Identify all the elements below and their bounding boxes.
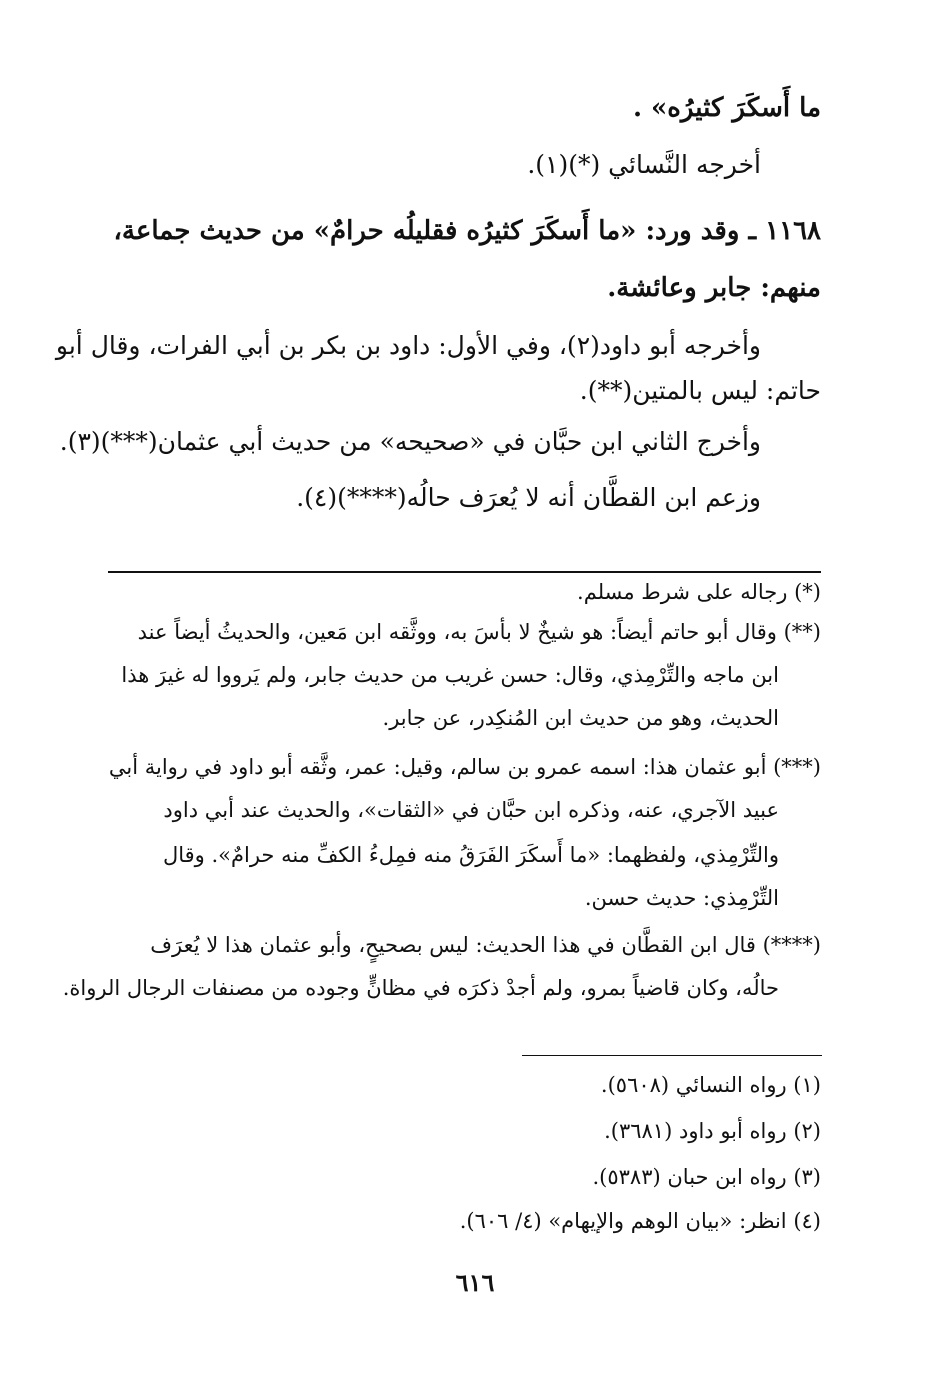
footnote: (٢) رواه أبو داود (٣٦٨١). <box>604 1119 821 1143</box>
text-line: أخرجه النَّسائي (*)(١). <box>527 150 761 179</box>
text-line: وأخرجه أبو داود(٢)، وفي الأول: داود بن بكر بن أبي الفرات، وقال أبو <box>55 331 761 360</box>
annotation-line: عبيد الآجري، عنه، وذكره ابن حبَّان في «الثقات»، والحديث عند أبي داود <box>163 798 779 822</box>
text-line: وأخرج الثاني ابن حبَّان في «صحيحه» من حديث أبي عثمان(***)(٣). <box>59 427 761 456</box>
annotation-line: حالُه، وكان قاضياً بمرو، ولم أجدْ ذكرَه في مظانٍّ وجوده من مصنفات الرجال الرواة. <box>62 976 779 1000</box>
text-line: منهم: جابر وعائشة. <box>607 273 821 303</box>
annotation-line: والتِّرْمِذي، ولفظهما: «ما أَسكَرَ الفَرَقُ منه فمِلءُ الكفِّ منه حرامٌ». وقال <box>162 843 779 867</box>
footnote-divider <box>522 1055 822 1056</box>
footnote: (١) رواه النسائي (٥٦٠٨). <box>600 1073 821 1097</box>
annotation-line: الحديث، وهو من حديث ابن المُنكِدر، عن جابر. <box>382 706 779 730</box>
annotation-line: (*) رجاله على شرط مسلم. <box>577 580 821 604</box>
footnote: (٤) انظر: «بيان الوهم والإيهام» (٤/ ٦٠٦). <box>459 1209 821 1233</box>
text-line: حاتم: ليس بالمتين(**). <box>579 376 821 405</box>
section-divider <box>108 571 821 573</box>
annotation-line: (**) وقال أبو حاتم أيضاً: هو شيخٌ لا بأسَ به، ووثَّقه ابن مَعين، والحديثُ أيضاً عند <box>137 620 821 644</box>
text-line: وزعم ابن القطَّان أنه لا يُعرَف حالُه(****)(٤). <box>296 483 761 512</box>
annotation-line: (****) قال ابن القطَّان في هذا الحديث: ليس بصحيحٍ، وأبو عثمان هذا لا يُعرَف <box>150 933 821 957</box>
text-line: ما أَسكَرَ كثيرُه» . <box>632 93 821 123</box>
annotation-line: ابن ماجه والتِّرْمِذي، وقال: حسن غريب من حديث جابر، ولم يَرووا له غيرَ هذا <box>121 663 779 687</box>
annotation-line: التِّرْمِذي: حديث حسن. <box>584 886 779 910</box>
hadith-heading: ١١٦٨ ـ وقد ورد: «ما أَسكَرَ كثيرُه فقليلُه حرامٌ» من حديث جماعة، <box>113 216 821 246</box>
annotation-line: (***) أبو عثمان هذا: اسمه عمرو بن سالم، وقيل: عمر، وثَّقه أبو داود في رواية أبي <box>108 755 821 779</box>
page-number: ٦١٦ <box>455 1268 495 1297</box>
footnote: (٣) رواه ابن حبان (٥٣٨٣). <box>592 1165 821 1189</box>
